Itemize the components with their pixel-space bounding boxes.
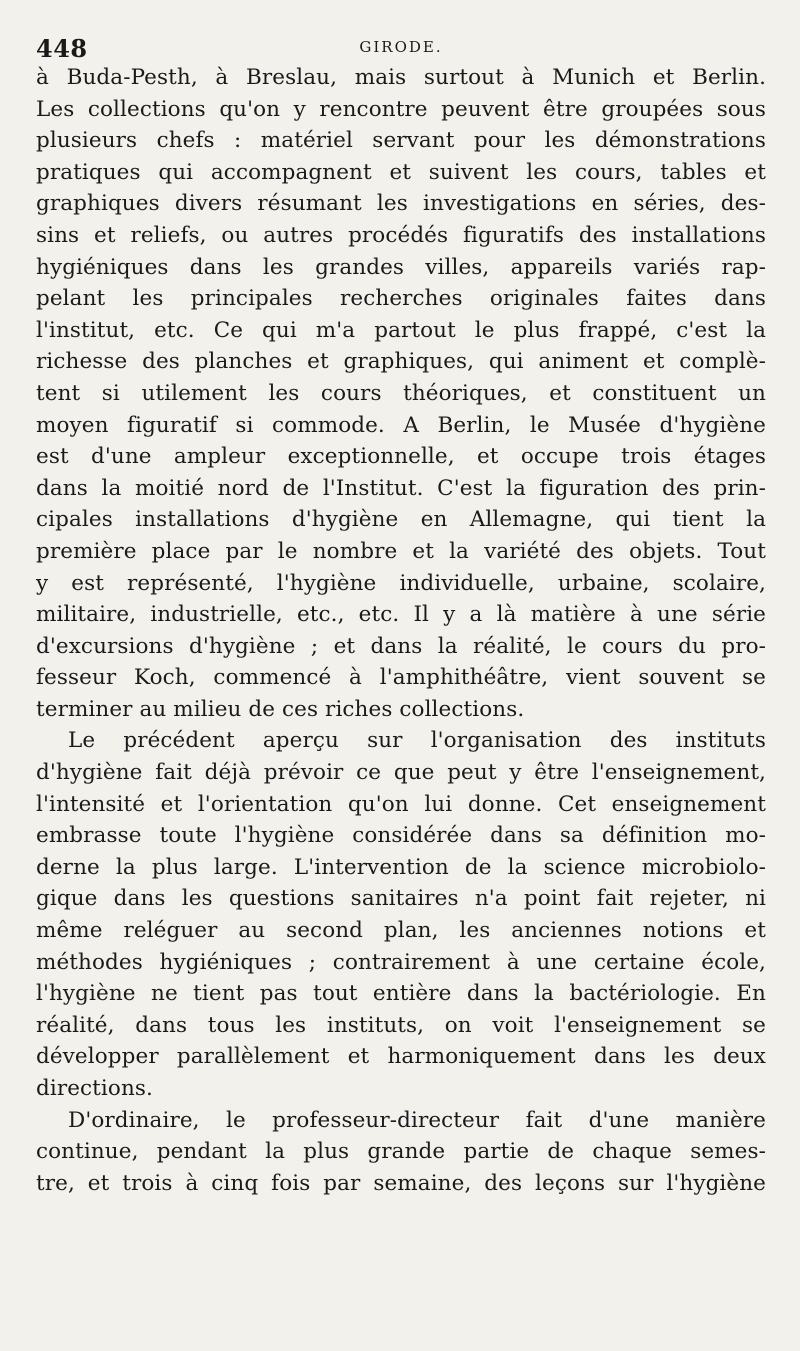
text-line: méthodes hygiéniques ; contrairement à une certaine école, xyxy=(36,949,766,975)
text-line: réalité, dans tous les instituts, on voit l'enseignement se xyxy=(36,1012,766,1038)
text-line: hygiéniques dans les grandes villes, appareils variés rap- xyxy=(36,254,766,280)
text-line: dans la moitié nord de l'Institut. C'est la figuration des prin- xyxy=(36,475,766,501)
paragraph-3 xyxy=(36,1105,766,1200)
text-line: l'intensité et l'orientation qu'on lui donne. Cet enseignement xyxy=(36,791,766,817)
text-line: pelant les principales recherches originales faites dans xyxy=(36,286,766,312)
text-line: richesse des planches et graphiques, qui animent et complè- xyxy=(36,349,766,375)
text-line: moyen figuratif si commode. A Berlin, le Musée d'hygiène xyxy=(36,412,766,438)
paragraph-2 xyxy=(36,725,766,1104)
text-line: tent si utilement les cours théoriques, et constituent un xyxy=(36,380,766,406)
running-head xyxy=(36,26,766,62)
text-line: tre, et trois à cinq fois par semaine, des leçons sur l'hygiène xyxy=(36,1170,766,1196)
text-line: directions. xyxy=(36,1076,153,1101)
body-text xyxy=(36,62,766,1199)
text-line: militaire, industrielle, etc., etc. Il y a là matière à une série xyxy=(36,602,766,628)
text-line: est d'une ampleur exceptionnelle, et occupe trois étages xyxy=(36,444,766,470)
text-line: pratiques qui accompagnent et suivent les cours, tables et xyxy=(36,159,766,185)
text-line: derne la plus large. L'intervention de la science microbiolo- xyxy=(36,854,766,880)
text-line: terminer au milieu de ces riches collections. xyxy=(36,696,525,722)
text-line: embrasse toute l'hygiène considérée dans sa définition mo- xyxy=(36,823,766,849)
text-line: plusieurs chefs : matériel servant pour les démonstrations xyxy=(36,128,766,154)
text-line: première place par le nombre et la variété des objets. Tout xyxy=(36,538,766,564)
text-line: sins et reliefs, ou autres procédés figuratifs des installations xyxy=(36,222,766,248)
running-title: GIRODE. xyxy=(359,38,443,56)
text-line: D'ordinaire, le professeur-directeur fait d'une manière xyxy=(68,1107,766,1133)
text-line: à Buda-Pesth, à Breslau, mais surtout à Munich et Berlin. xyxy=(36,65,766,90)
text-line: gique dans les questions sanitaires n'a point fait rejeter, ni xyxy=(36,886,766,912)
paragraph-1 xyxy=(36,62,766,725)
text-line: d'hygiène fait déjà prévoir ce que peut y être l'enseignement, xyxy=(36,760,766,786)
text-line: continue, pendant la plus grande partie de chaque semes- xyxy=(36,1139,766,1165)
page-number: 448 xyxy=(36,34,88,63)
text-line: développer parallèlement et harmoniquement dans les deux xyxy=(36,1044,766,1070)
text-line: graphiques divers résumant les investigations en séries, des- xyxy=(36,191,766,217)
text-line: même reléguer au second plan, les anciennes notions et xyxy=(36,918,766,944)
text-line: l'institut, etc. Ce qui m'a partout le plus frappé, c'est la xyxy=(36,317,766,343)
text-line: fesseur Koch, commencé à l'amphithéâtre, vient souvent se xyxy=(36,665,766,691)
text-line: cipales installations d'hygiène en Allemagne, qui tient la xyxy=(36,507,766,533)
text-line: Les collections qu'on y rencontre peuvent être groupées sous xyxy=(36,96,766,122)
text-line: d'excursions d'hygiène ; et dans la réalité, le cours du pro- xyxy=(36,633,766,659)
text-line: Le précédent aperçu sur l'organisation des instituts xyxy=(68,728,766,754)
text-line: l'hygiène ne tient pas tout entière dans la bactériologie. En xyxy=(36,981,766,1007)
text-line: y est représenté, l'hygiène individuelle, urbaine, scolaire, xyxy=(36,570,766,596)
